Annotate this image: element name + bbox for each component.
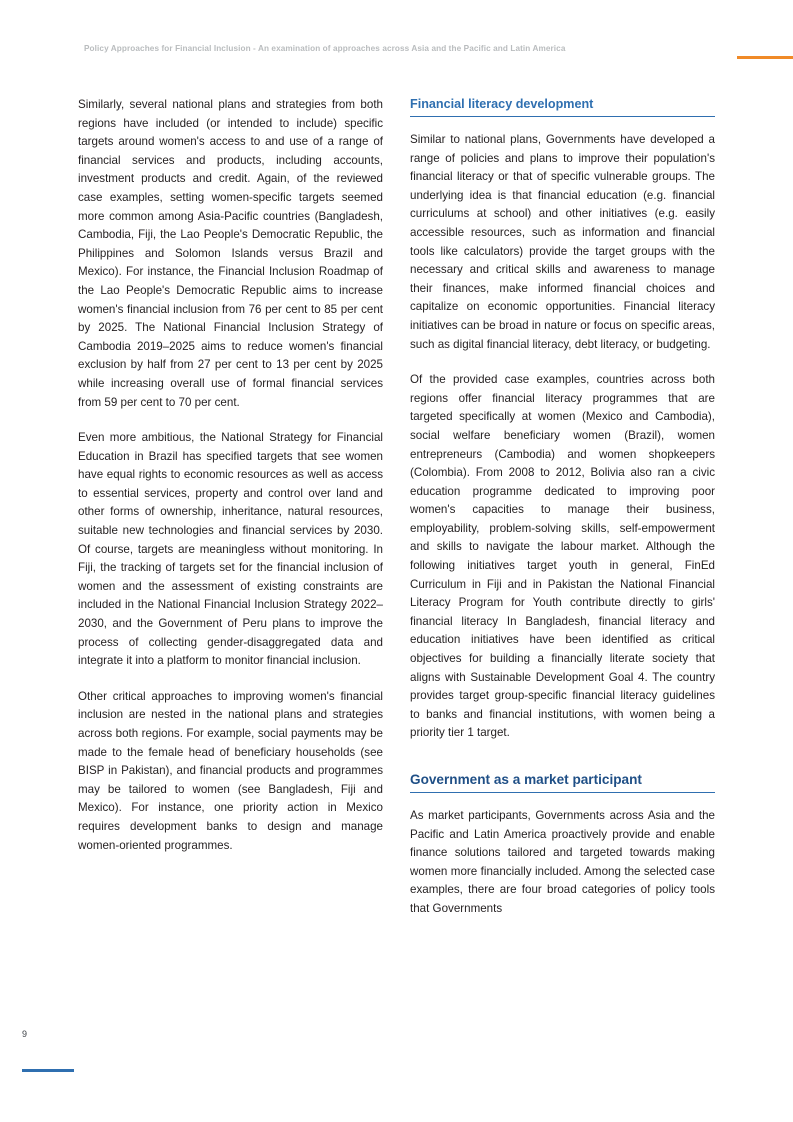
- section-heading-government-as-a-market-participant: Government as a market participant: [410, 772, 715, 793]
- paragraph: Similarly, several national plans and strategies from both regions have included (or intended to include) specific targets around women's access to and use of a range of financial services and products, including accounts, investment products and credit. Again, of the reviewed case examples, setting women-specific targets seemed more common among Asia-Pacific countries (Bangladesh, Cambodia, Fiji, the Lao People's Democratic Republic, the Philippines and Solomon Islands versus Brazil and Mexico). For instance, the Financial Inclusion Roadmap of the Lao People's Democratic Republic aims to increase women's financial inclusion from 76 per cent to 85 per cent by 2025. The National Financial Inclusion Strategy of Cambodia 2019–2025 aims to reduce women's financial exclusion by half from 27 per cent to 13 per cent by 2025 while increasing overall use of formal financial services from 59 per cent to 70 per cent.: [78, 98, 383, 409]
- heading-spacer: [410, 123, 715, 131]
- left-column: [78, 96, 383, 872]
- body-columns: [78, 96, 715, 1076]
- section-spacer: [410, 760, 715, 772]
- heading-spacer: [410, 799, 715, 807]
- paragraph: Of the provided case examples, countries across both regions offer financial literacy programmes that are targeted specifically at women (Mexico and Cambodia), social welfare beneficiary women (Brazil), women entrepreneurs (Cambodia) and women shopkeepers (Colombia). From 2008 to 2012, Bolivia also ran a civic education programme dedicated to improving poor women's capacities to manage their business, employability, problem-solving skills, self-empowerment and skills to navigate the labour market. Although the following initiatives target youth in general, FinEd Curriculum in Fiji and in Pakistan the National Financial Literacy Program for Youth contribute directly to girls' financial literacy In Bangladesh, financial literacy and education initiatives have been identified as critical objectives for building a financially literate society that aligns with Sustainable Development Goal 4. The country provides target group-specific financial literacy guidelines to banks and financial institutions, with women being a priority tier 1 target.: [410, 373, 715, 740]
- page-number: 9: [22, 1029, 28, 1039]
- right-column: [410, 96, 715, 936]
- page-number-rule: [22, 1069, 74, 1072]
- paragraph: As market participants, Governments across Asia and the Pacific and Latin America proactively provide and enable finance solutions tailored and targeted towards making women more financially included. Among the selected case examples, there are four broad categories of policy tools that Governments: [410, 809, 715, 915]
- paragraph: Similar to national plans, Governments have developed a range of policies and plans to improve their population's financial literacy or that of specific vulnerable groups. The underlying idea is that financial education (e.g. financial curriculums at school) and other initiatives (e.g. easily accessible resources, such as information and financial tools like calculators) provide the target groups with the necessary and critical skills and awareness to manage their finances, make informed financial choices and capitalize on economic opportunities. Financial literacy initiatives can be broad in nature or focus on specific areas, such as digital financial literacy, debt literacy, or budgeting.: [410, 133, 715, 351]
- paragraph: Other critical approaches to improving women's financial inclusion are nested in the national plans and strategies across both regions. For example, social payments may be made to the female head of beneficiary households (see BISP in Pakistan), and financial products and programmes may be tailored to women (see Bangladesh, Fiji and Mexico). For instance, one priority action in Mexico requires development banks to design and manage women-oriented programmes.: [78, 689, 383, 852]
- running-header: Policy Approaches for Financial Inclusion - An examination of approaches across Asia and the Pacific and Latin America: [84, 44, 566, 53]
- paragraph: Even more ambitious, the National Strategy for Financial Education in Brazil has specified targets that see women have equal rights to economic resources as well as access to essential services, property and control over land and other forms of ownership, inheritance, natural resources, suitable new technologies and financial services by 2030. Of course, targets are meaningless without monitoring. In Fiji, the tracking of targets set for the financial inclusion of women and the assessment of existing constraints are included in the National Financial Inclusion Strategy 2022–2030, and the Government of Peru plans to improve the process of collecting gender-disaggregated data and integrate it into a platform to monitor financial inclusion.: [78, 431, 383, 668]
- header-accent-rule: [737, 56, 793, 59]
- section-heading-financial-literacy-development: Financial literacy development: [410, 96, 715, 117]
